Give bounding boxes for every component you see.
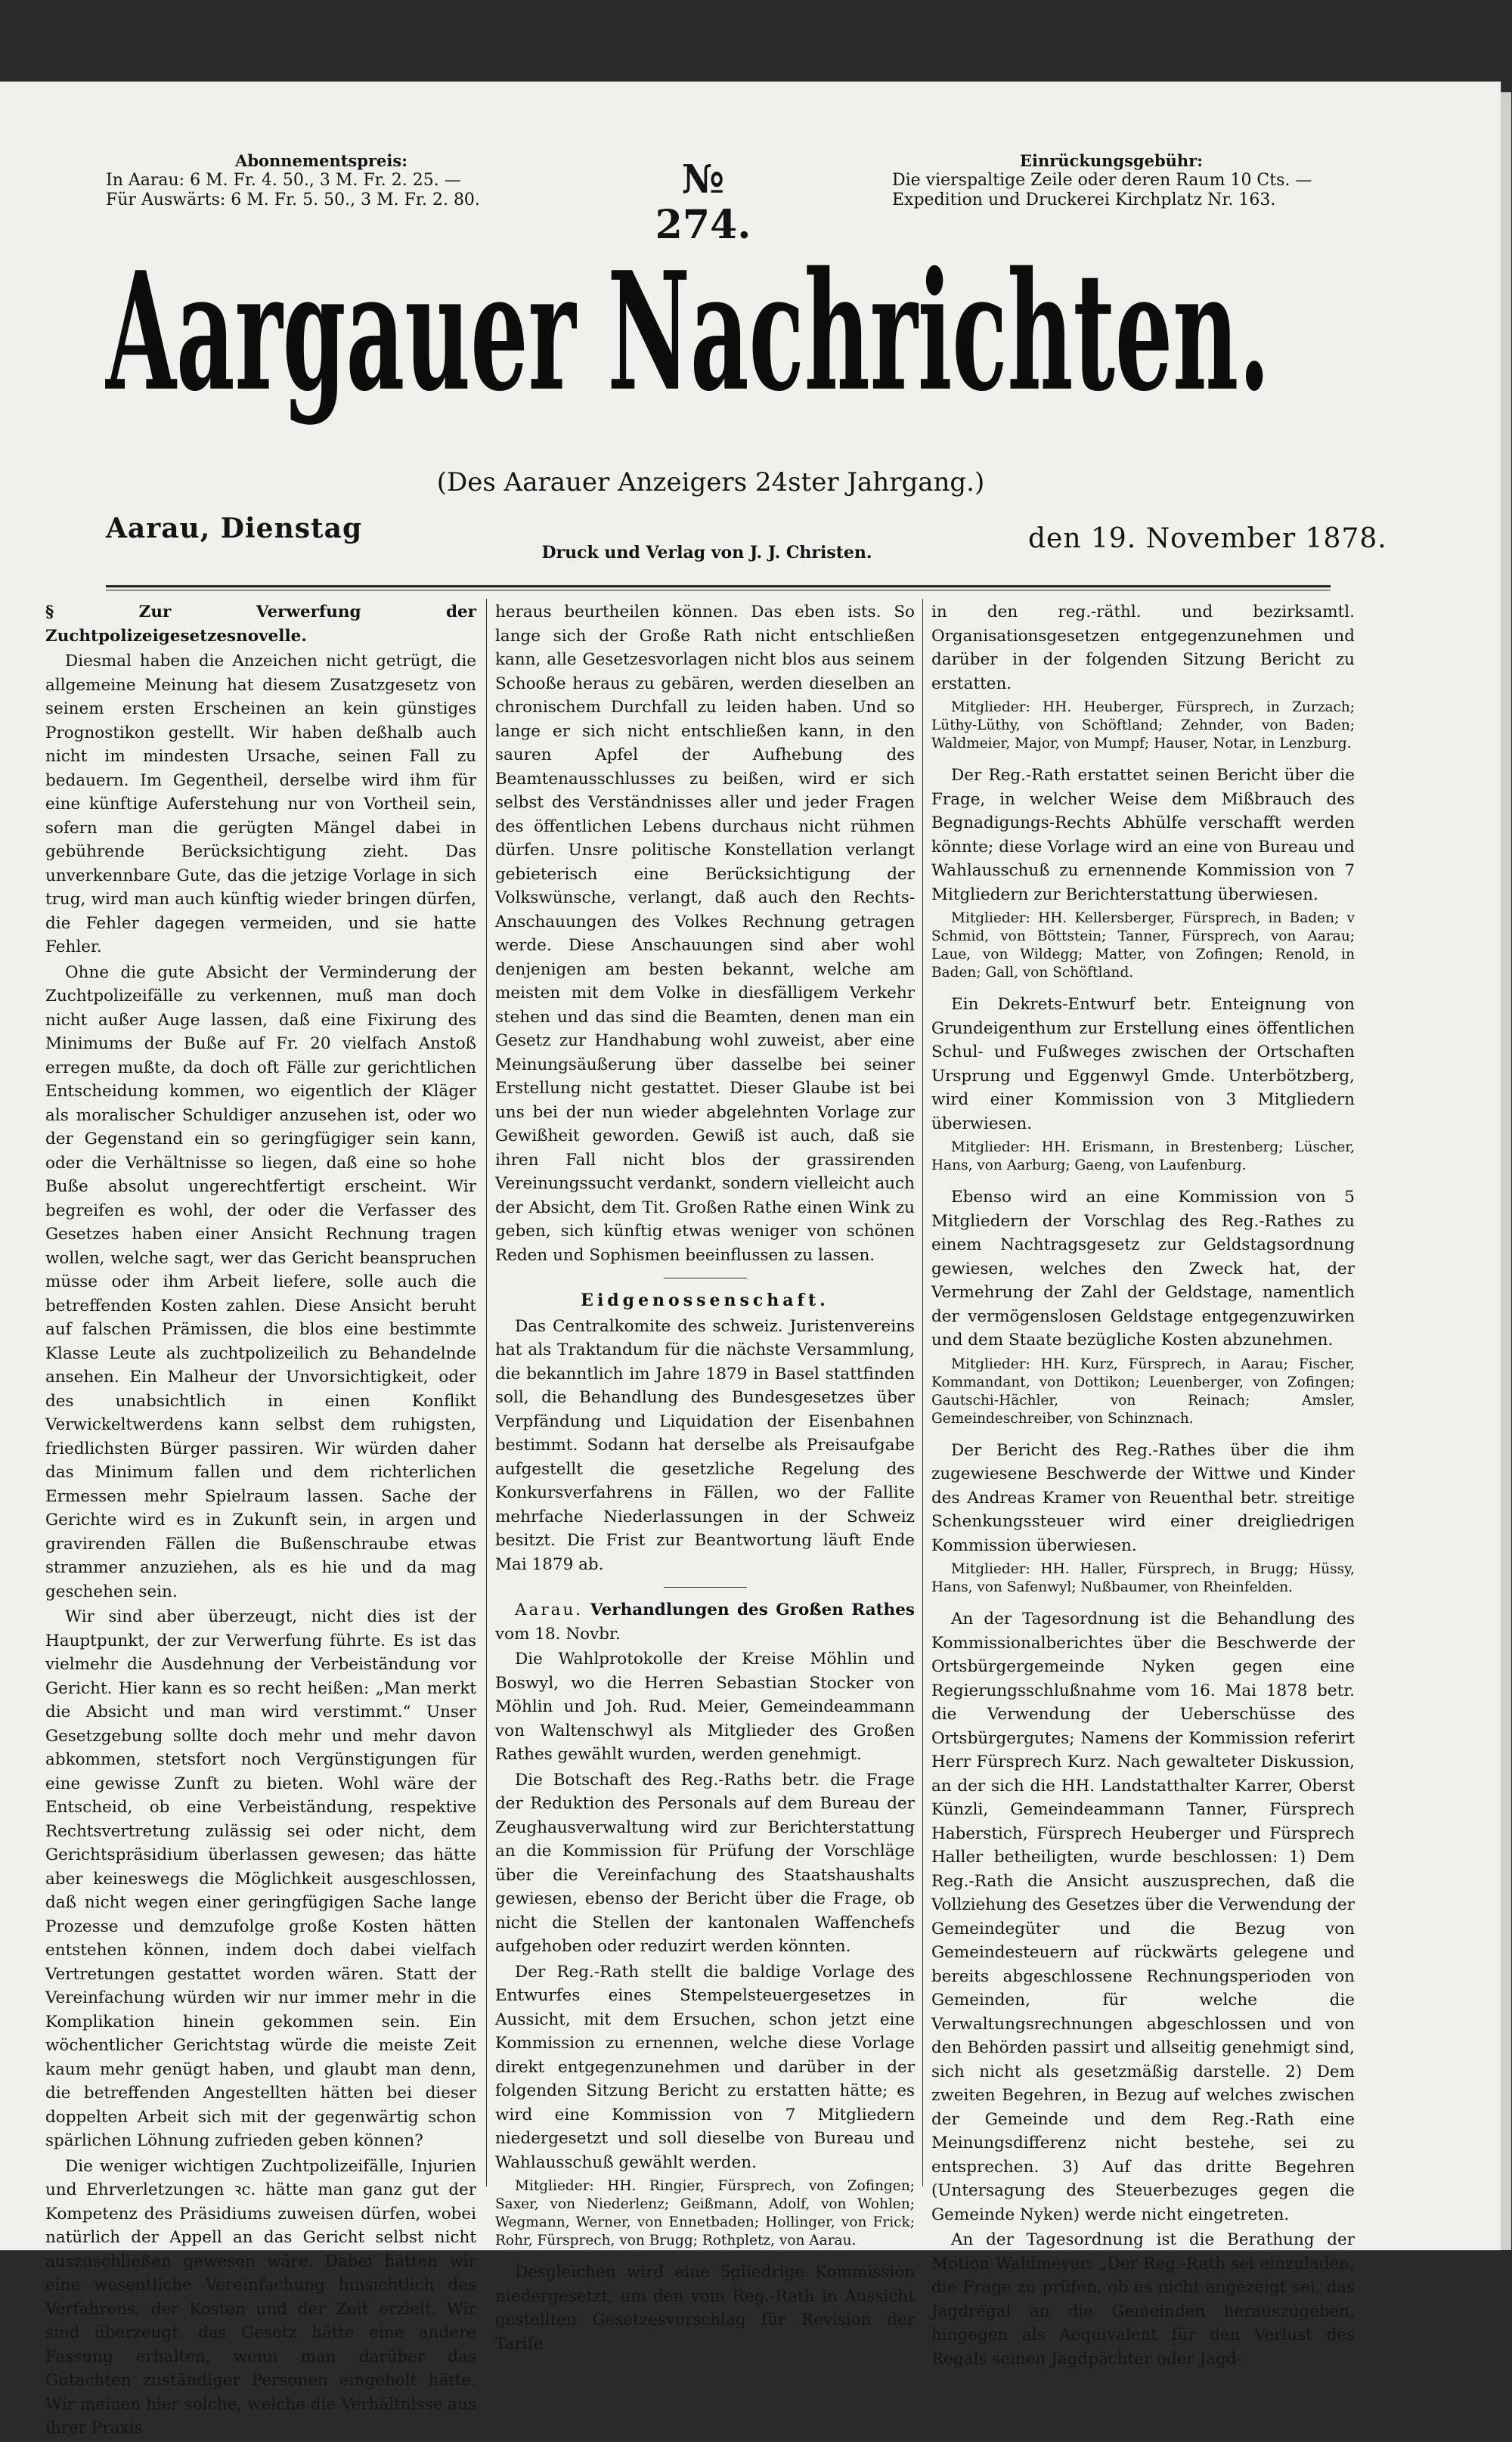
column-1	[45, 600, 476, 2442]
insertion-line-2: Expedition und Druckerei Kirchplatz Nr. 163.	[892, 191, 1276, 209]
subscription-label: Abonnementspreis:	[235, 151, 407, 170]
paragraph: Desgleichen wird eine 5gliedrige Kommission niedergesetzt, um den vom Reg.-Rath in Aussicht gestellten Gesetzesvorschlag für Revision der Tarife	[495, 2263, 915, 2354]
insertion-line-1: Die vierspaltige Zeile oder deren Raum 10 Cts. —	[892, 171, 1312, 190]
members-list: Mitglieder: HH. Ringier, Fürsprech, von Zofingen; Saxer, von Niederlenz; Geißmann, Adolf, von Wohlen; Wegmann, Werner, von Ennetbaden; Hollinger, von Frick; Rohr, Fürsprech, von Brugg; Rothpletz, von Aarau.	[495, 2178, 915, 2248]
printer-line: Druck und Verlag von J. J. Christen.	[541, 543, 872, 562]
paragraph: Diesmal haben die Anzeichen nicht getrügt, die allgemeine Meinung hat diesem Zusatzgesetz von seinem ersten Erscheinen an kein günstiges Prognostikon gestellt. Wir haben deßhalb auch nicht im mindesten Ursache, seinen Fall zu bedauern. Im Gegentheil, derselbe wird ihm für eine künftige Auferstehung nur von Vortheil sein, sofern man die gerügten Mängel dabei in gebührende Berücksichtigung zieht. Das unverkennbare Gute, das die jetzige Vorlage in sich trug, wird man auch künftig wieder bringen dürfen, die Fehler dagegen vermeiden, und sie hatte Fehler.	[45, 652, 476, 956]
members-list: Mitglieder: HH. Erismann, in Brestenberg; Lüscher, Hans, von Aarburg; Gaeng, von Laufenburg.	[931, 1139, 1355, 1173]
paragraph: heraus beurtheilen können. Das eben ists. So lange sich der Große Rath nicht entschließen kann, alle Gesetzesvorlagen nicht blos aus seinem Schooße heraus zu gebären, werden dieselben an chronischem Durchfall zu leiden haben. Und so lange er sich nicht entschließen kann, in den sauren Apfel der Aufhebung des Beamtenausschlusses zu beißen, wird er sich selbst des Verständnisses aller und jeder Fragen des öffentlichen Lebens durchaus nicht rühmen dürfen. Unsre politische Konstellation verlangt gebieterisch eine Berücksichtigung der Volkswünsche, verlangt, daß auch den Rechts-Anschauungen des Volkes Rechnung getragen werde. Diese Anschauungen sind aber wohl denjenigen am besten bekannt, welche am meisten mit dem Volke in diesfälligem Verkehr stehen und das sind die Beamten, denen man ein Gesetz zur Handhabung wohl zuweist, aber eine Meinungsäußerung über dasselbe bei seiner Erstellung nicht gestattet. Dieser Glaube ist bei uns bei der nun wieder abgelehnten Vorlage zur Gewißheit geworden. Gewiß ist auch, daß sie ihren Fall nicht blos der grassirenden Vereinungssucht verdankt, sondern vielleicht auch der Absicht, dem Tit. Großen Rathe einen Wink zu geben, sich künftig etwas weniger von schönen Reden und Sophismen beeinflussen zu lassen.	[495, 603, 915, 1265]
newspaper-page	[0, 82, 1501, 2437]
issue-number: № 274.	[655, 156, 751, 248]
report-heading	[495, 1598, 915, 1646]
paragraph: Der Bericht des Reg.-Rathes über die ihm zugewiesene Beschwerde der Wittwe und Kinder des Andreas Kramer von Reuenthal betr. streitige Schenkungssteuer wird einer dreigliedrigen Kommission überwiesen.	[931, 1440, 1355, 1555]
paragraph: Ohne die gute Absicht der Verminderung der Zuchtpolizeifälle zu verkennen, muß man doch nicht außer Auge lassen, daß eine Fixirung des Minimums der Buße auf Fr. 20 vielfach Anstoß erregen mußte, da doch oft Fälle zur gerichtlichen Entscheidung kommen, wo eigentlich der Kläger als moralischer Schuldiger anzusehen ist, oder wo der Gegenstand ein so geringfügiger sein kann, oder die Verhältnisse so liegen, daß eine so hohe Buße absolut ungerechtfertigt erscheint. Wir begreifen es wohl, der oder die Verfasser des Gesetzes haben einer Ansicht Rechnung tragen wollen, welche sagt, wer das Gericht beanspruchen müsse oder ihm Arbeit liefere, solle auch die betreffenden Kosten zahlen. Diese Ansicht beruht auf falschen Prämissen, die blos eine bestimmte Klasse Leute als zuchtpolizeilich zu Behandelnde ansehen. Ein Malheur der Unvorsichtigkeit, oder des unabsichtlich in einen Konflikt Verwickeltwerdens kann selbst dem ruhigsten, friedlichsten Bürger passiren. Wir würden daher das Minimum fallen und dem richterlichen Ermessen mehr Spielraum lassen. Sache der Gerichte wird es in Zukunft sein, in argen und gravirenden Fällen die Bußenschraube etwas strammer anzuziehen, als es hie und da mag geschehen sein.	[45, 962, 476, 1601]
insertion-label: Einrückungsgebühr:	[1019, 151, 1204, 170]
paragraph: An der Tagesordnung ist die Berathung der Motion Waldmeyer: „Der Reg.-Rath sei einzuladen, die Frage zu prüfen, ob es nicht angezeigt sei, das Jagdregal an die Gemeinden herauszugeben, hingegen als Aequivalent für den Verlust des Regals seinen Jagdpächter oder Jagd-	[931, 2230, 1355, 2369]
paragraph: Der Reg.-Rath stellt die baldige Vorlage des Entwurfes eines Stempelsteuergesetzes in Aussicht, mit dem Ersuchen, schon jetzt eine Kommission zu ernennen, welche diese Vorlage direkt entgegenzunehmen und darüber in der folgenden Sitzung Bericht zu erstatten hätte; es wird eine Kommission von 7 Mitgliedern niedergesetzt und soll dieselbe von Bureau und Wahlausschuß gewählt werden.	[495, 1962, 915, 2172]
subscription-line-2: Für Auswärts: 6 M. Fr. 5. 50., 3 M. Fr. 2. 80.	[106, 191, 480, 209]
place-and-day: Aarau, Dienstag	[106, 513, 363, 544]
paragraph: Die Wahlprotokolle der Kreise Möhlin und Boswyl, wo die Herren Sebastian Stocker von Möhlin und Joh. Rud. Meier, Gemeindeammann von Waltenschwyl als Mitglieder des Großen Rathes gewählt wurden, werden genehmigt.	[495, 1650, 915, 1764]
article-headline: § Zur Verwerfung der Zuchtpolizeigesetzesnovelle.	[45, 603, 476, 646]
paragraph: Das Centralkomite des schweiz. Juristenvereins hat als Traktandum für die nächste Versammlung, die bekanntlich im Jahre 1879 in Basel stattfinden soll, die Behandlung des Bundesgesetzes über Verpfändung und Liquidation der Eisenbahnen bestimmt. Sodann hat derselbe als Preisaufgabe aufgestellt die gesetzliche Regelung des Konkursverfahrens in Fällen, wo der Fallite mehrfache Niederlassungen in der Schweiz besitzt. Die Frist zur Beantwortung läuft Ende Mai 1879 ab.	[495, 1316, 915, 1574]
column-3	[931, 600, 1355, 2372]
masthead-title: Aargauer Nachrichten.	[104, 236, 1270, 427]
report-date: vom 18. Novbr.	[495, 1624, 621, 1644]
report-location: Aarau.	[515, 1601, 584, 1619]
paragraph: Die weniger wichtigen Zuchtpolizeifälle, Injurien und Ehrverletzungen ꝛc. hätte man ganz gut der Kompetenz des Präsidiums zuweisen dürfen, wobei natürlich der Appell an das Gericht selbst nicht auszuschließen gewesen wäre. Dabei hätten wir eine wesentliche Vereinfachung hinsichtlich des Verfahrens, der Kosten und der Zeit erzielt. Wir sind überzeugt, das Gesetz hätte eine andere Fassung erhalten, wenn man darüber das Gutachten zuständiger Personen eingeholt hätte. Wir meinen hier solche, welche die Verhältnisse aus ihrer Praxis	[45, 2156, 476, 2437]
paragraph: Wir sind aber überzeugt, nicht dies ist der Hauptpunkt, der zur Verwerfung führte. Es ist das vielmehr die Ausdehnung der Verbeiständung vor Gericht. Hier kann es so recht heißen: „Man merkt die Absicht und man wird verstimmt.“ Unser Gesetzgebung sollte doch mehr und mehr davon abkommen, stetsfort noch Vergünstigungen für eine gewisse Zunft zu bieten. Wohl wäre der Entscheid, ob eine Verbeiständung, respektive Rechtsvertretung zulässig sei oder nicht, dem Gerichtspräsidium überlassen gewesen; das hätte aber keineswegs die Möglichkeit ausgeschlossen, daß nicht wegen einer geringfügigen Sache lange Prozesse und demzufolge große Kosten hätten entstehen können, indem doch dabei vielfach Vertretungen gestattet worden wären. Statt der Vereinfachung würden wir nur immer mehr in die Komplikation hinein gekommen sein. Ein wöchentlicher Gerichtstag würde die meiste Zeit kaum mehr genügt haben, und glaubt man denn, die betreffenden Angestellten hätten bei dieser doppelten Arbeit sich mit der gegenwärtig schon spärlichen Löhnung zufrieden geben können?	[45, 1607, 476, 2150]
members-list: Mitglieder: HH. Heuberger, Fürsprech, in Zurzach; Lüthy-Lüthy, von Schöftland; Zehnder, von Baden; Waldmeier, Major, von Mumpf; Hauser, Notar, in Lenzburg.	[931, 699, 1355, 752]
section-title: Eidgenossenschaft.	[581, 1291, 829, 1310]
header-rule	[106, 585, 1331, 587]
paragraph: in den reg.-räthl. und bezirksamtl. Organisationsgesetzen entgegenzunehmen und darüber in der folgenden Sitzung Bericht zu erstatten.	[931, 603, 1355, 693]
section-divider	[664, 1587, 747, 1588]
paragraph: Der Reg.-Rath erstattet seinen Bericht über die Frage, in welcher Weise dem Mißbrauch des Begnadigungs-Rechts Abhülfe verschafft werden könnte; diese Vorlage wird an eine von Bureau und Wahlausschuß zu ernennende Kommission von 7 Mitgliedern zur Berichterstattung überwiesen.	[931, 766, 1355, 904]
members-list: Mitglieder: HH. Kurz, Fürsprech, in Aarau; Fischer, Kommandant, von Dottikon; Leuenberger, von Zofingen; Gautschi-Hächler, von Reinach; Amsler, Gemeindeschreiber, von Schinznach.	[931, 1356, 1355, 1427]
paragraph: An der Tagesordnung ist die Behandlung des Kommissionalberichtes über die Beschwerde der Ortsbürgergemeinde Nyken gegen eine Regierungsschlußnahme vom 16. Mai 1878 betr. die Verwendung der Ueberschüsse des Ortsbürgergutes; Namens der Kommission referirt Herr Fürsprech Kurz. Nach gewalteter Diskussion, an der sich die HH. Landstatthalter Karrer, Oberst Künzli, Gemeindeammann Tanner, Fürsprech Haberstich, Fürsprech Heuberger und Fürsprech Haller betheiligten, wurde beschlossen: 1) Dem Reg.-Rath die Ansicht auszusprechen, daß die Vollziehung des Gesetzes über die Verwendung der Gemeindegüter und die Bezug von Gemeindesteuern auf rückwärts gelegene und bereits abgeschlossene Rechnungsperioden von Gemeinden, für welche die Verwaltungsrechnungen abgeschlossen und von den Behörden passirt und allseitig genehmigt sind, sich nicht als gesetzmäßig darstelle. 2) Dem zweiten Begehren, in Bezug auf welches zwischen der Gemeinde und dem Reg.-Rath eine Meinungsdifferenz nicht bestehe, sei zu entsprechen. 3) Auf das dritte Begehren (Untersagung des Steuerbezuges gegen die Gemeinde Nyken) werde nicht eingetreten.	[931, 1610, 1355, 2224]
column-divider-2	[922, 599, 923, 2186]
column-2	[495, 600, 915, 2357]
subscription-line-1: In Aarau: 6 M. Fr. 4. 50., 3 M. Fr. 2. 25. —	[106, 171, 461, 190]
insertion-box	[892, 151, 1331, 210]
paragraph: Ebenso wird an eine Kommission von 5 Mitgliedern der Vorschlag des Reg.-Rathes zu einem Nachtragsgesetz zur Geldstagsordnung gewiesen, welches den Zweck hat, der Vermehrung der Zahl der Geldstage, namentlich der vermögenslosen Geldstage entgegenzuwirken und dem Staate bezügliche Kosten abzunehmen.	[931, 1188, 1355, 1350]
paragraph: Die Botschaft des Reg.-Raths betr. die Frage der Reduktion des Personals auf dem Bureau der Zeughausverwaltung wird zur Berichterstattung an die Kommission für Prüfung der Vorschläge über die Vereinfachung des Staatshaushalts gewiesen, ebenso der Bericht über die Frage, ob nicht die Stellen der kantonalen Waffenchefs aufgehoben oder reduzirt werden könnten.	[495, 1770, 915, 1956]
masthead	[91, 215, 1285, 479]
paragraph: Ein Dekrets-Entwurf betr. Enteignung von Grundeigenthum zur Erstellung eines öffentlichen Schul- und Fußweges zwischen der Ortschaften Ursprung und Eggenwyl Gmde. Unterbötzberg, wird einer Kommission von 3 Mitgliedern überwiesen.	[931, 995, 1355, 1133]
issue-date: den 19. November 1878.	[1028, 523, 1387, 554]
members-list: Mitglieder: HH. Kellersberger, Fürsprech, in Baden; v Schmid, von Böttstein; Tanner, Fürsprech, von Aarau; Laue, von Wildegg; Matter, von Zofingen; Renold, in Baden; Gall, von Schöftland.	[931, 910, 1355, 981]
report-title: Verhandlungen des Großen Rathes	[590, 1601, 915, 1619]
masthead-subtitle: (Des Aarauer Anzeigers 24ster Jahrgang.)	[436, 467, 985, 497]
members-list: Mitglieder: HH. Haller, Fürsprech, in Brugg; Hüssy, Hans, von Safenwyl; Nußbaumer, von Rheinfelden.	[931, 1561, 1355, 1595]
column-divider-1	[486, 599, 487, 2186]
subscription-box	[106, 151, 537, 210]
